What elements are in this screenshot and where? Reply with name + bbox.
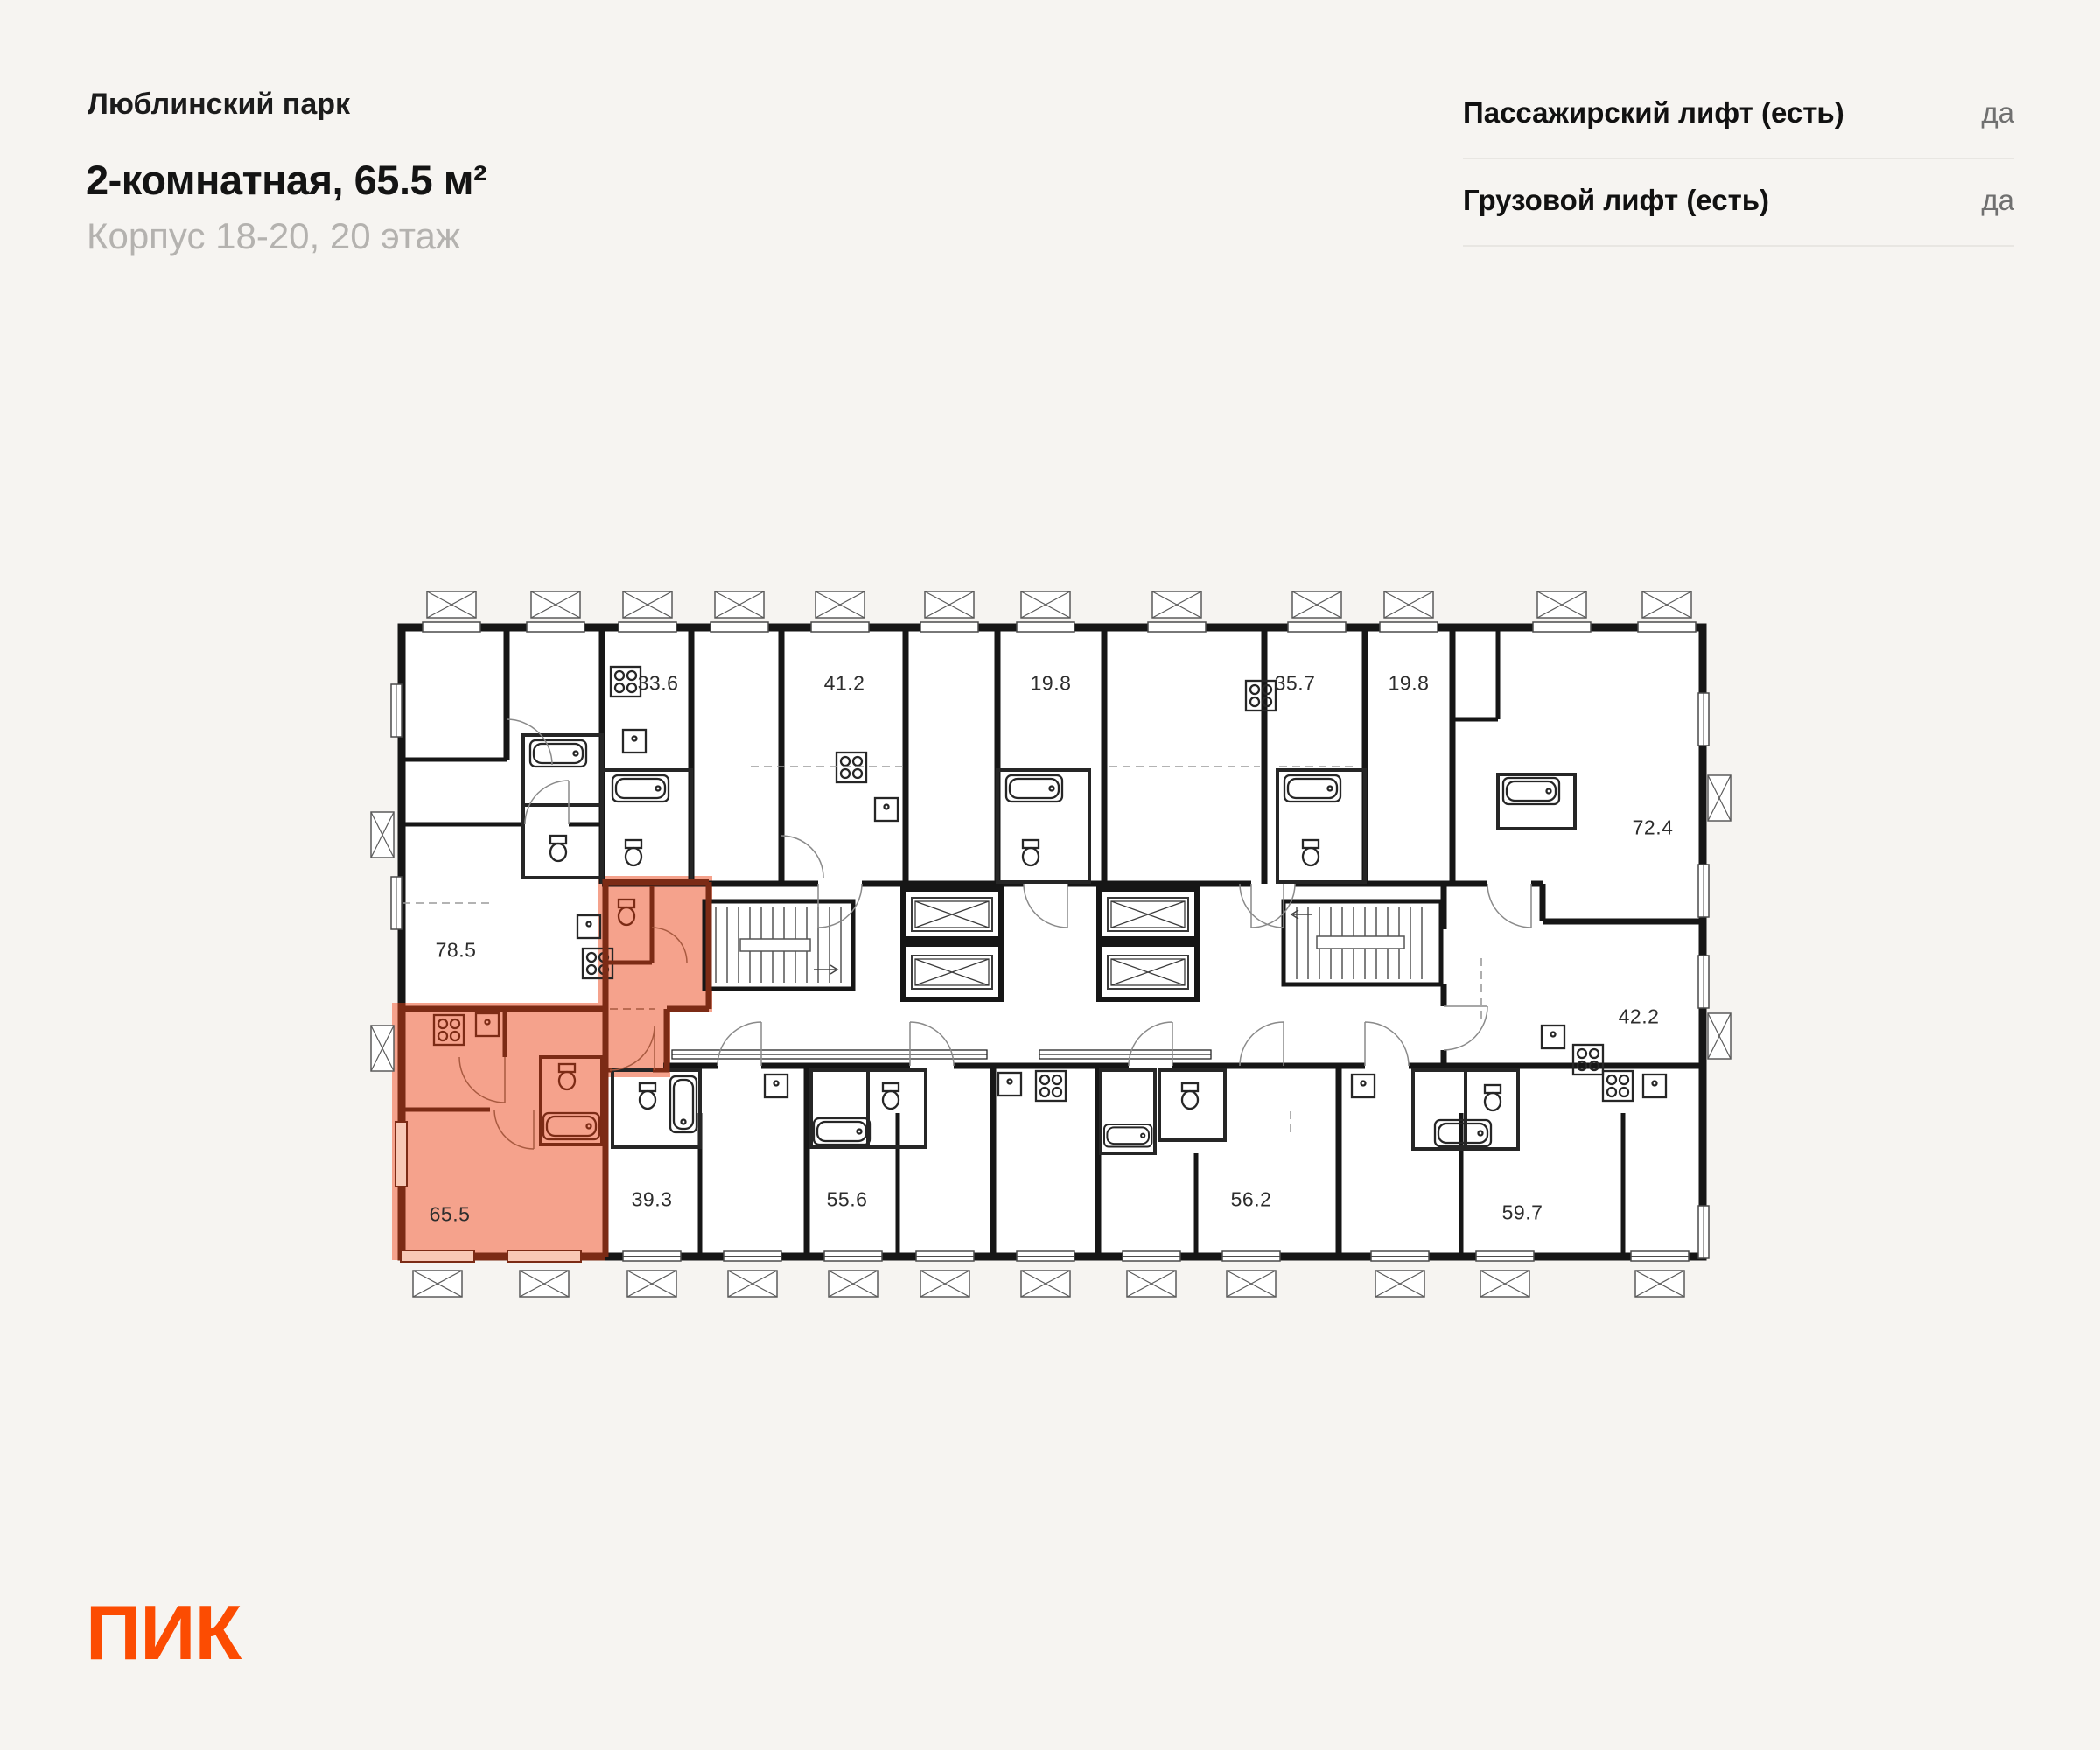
pik-logo: ПИК [86,1589,242,1676]
passenger-lift-label: Пассажирский лифт (есть) [1463,96,1844,129]
cargo-lift-label: Грузовой лифт (есть) [1463,184,1770,216]
area-label: 42.2 [1618,1004,1660,1028]
area-label: 19.8 [1388,671,1430,695]
stairwell-icon [704,901,853,989]
area-label-highlighted: 65.5 [429,1202,471,1226]
elevator-icon [903,889,1001,999]
passenger-lift-value: да [1981,96,2014,129]
page-subtitle: Корпус 18-20, 20 этаж [87,215,460,256]
area-label: 19.8 [1030,671,1072,695]
area-label: 56.2 [1230,1187,1272,1211]
area-label: 55.6 [826,1187,868,1211]
area-label: 72.4 [1632,816,1674,839]
project-name: Люблинский парк [88,88,351,121]
area-label: 59.7 [1502,1200,1544,1224]
elevator-icon [1099,889,1197,999]
area-label: 78.5 [435,938,477,962]
page-title: 2-комнатная, 65.5 м² [86,157,487,203]
cargo-lift-value: да [1981,184,2014,216]
area-label: 39.3 [631,1187,673,1211]
area-label: 33.6 [637,671,679,695]
stairwell-icon [1284,901,1441,984]
area-label: 41.2 [823,671,865,695]
area-label: 35.7 [1274,671,1316,695]
